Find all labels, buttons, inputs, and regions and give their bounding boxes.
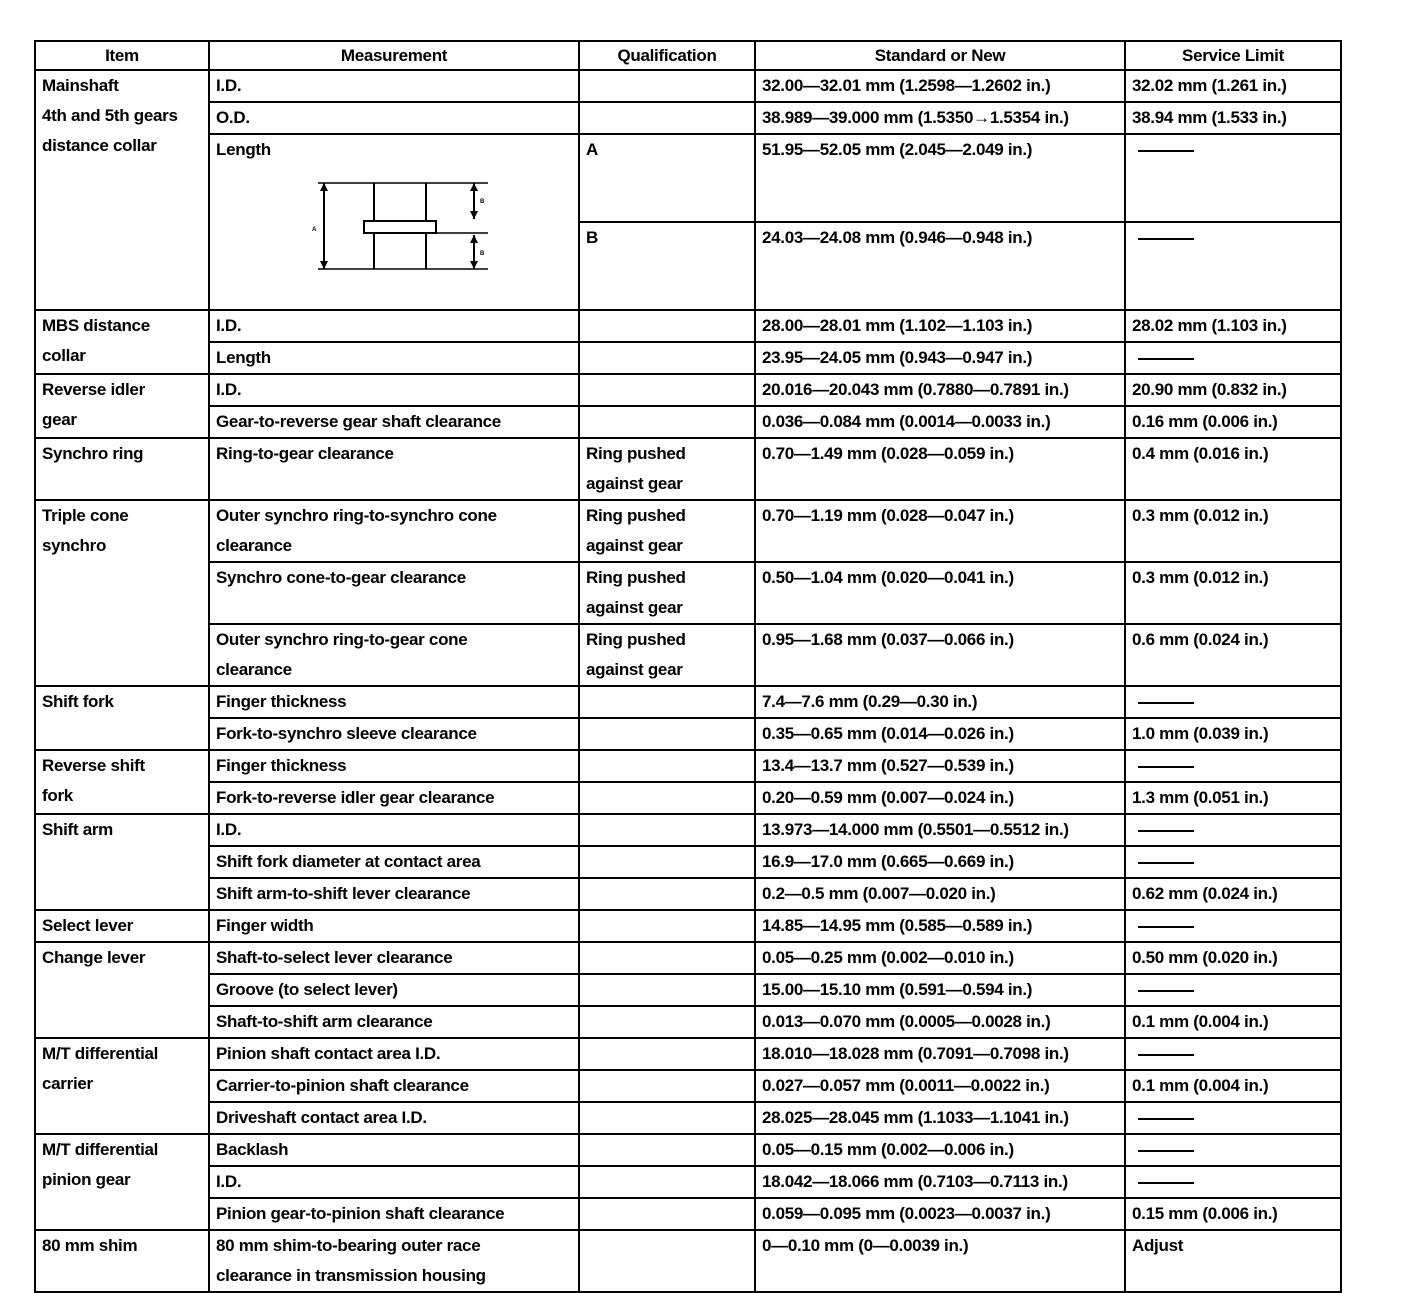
- standard-cell: 0.35—0.65 mm (0.014—0.026 in.): [755, 718, 1125, 750]
- limit-cell: 0.6 mm (0.024 in.): [1125, 624, 1341, 686]
- qualification-cell: [579, 942, 755, 974]
- table-row: [35, 374, 1341, 406]
- limit-cell: 0.1 mm (0.004 in.): [1125, 1006, 1341, 1038]
- standard-cell: 51.95—52.05 mm (2.045—2.049 in.): [755, 134, 1125, 222]
- measurement-cell: Pinion shaft contact area I.D.: [209, 1038, 579, 1070]
- table-row: [35, 718, 1341, 750]
- measurement-length-cell: Length A B B: [209, 134, 579, 310]
- limit-dash: [1138, 358, 1194, 360]
- measurement-cell: Outer synchro ring-to-synchro cone clearance: [209, 500, 579, 562]
- table-row: [35, 134, 1341, 222]
- standard-cell: 23.95—24.05 mm (0.943—0.947 in.): [755, 342, 1125, 374]
- standard-cell: 20.016—20.043 mm (0.7880—0.7891 in.): [755, 374, 1125, 406]
- standard-cell: 0.05—0.25 mm (0.002—0.010 in.): [755, 942, 1125, 974]
- table-row: [35, 878, 1341, 910]
- table-row: [35, 1166, 1341, 1198]
- limit-cell: 0.62 mm (0.024 in.): [1125, 878, 1341, 910]
- table-row: [35, 814, 1341, 846]
- limit-cell: 28.02 mm (1.103 in.): [1125, 310, 1341, 342]
- measurement-cell: Gear-to-reverse gear shaft clearance: [209, 406, 579, 438]
- item-mainshaft: Mainshaft 4th and 5th gears distance collar: [35, 70, 209, 310]
- limit-cell: [1125, 750, 1341, 782]
- table-row: [35, 624, 1341, 686]
- qualification-cell: B: [579, 222, 755, 310]
- standard-cell: 14.85—14.95 mm (0.585—0.589 in.): [755, 910, 1125, 942]
- limit-cell: [1125, 1134, 1341, 1166]
- limit-cell: 0.16 mm (0.006 in.): [1125, 406, 1341, 438]
- measurement-cell: Synchro cone-to-gear clearance: [209, 562, 579, 624]
- table-row: [35, 1198, 1341, 1230]
- standard-cell: 32.00—32.01 mm (1.2598—1.2602 in.): [755, 70, 1125, 102]
- qualification-cell: [579, 1198, 755, 1230]
- limit-cell: [1125, 686, 1341, 718]
- standard-cell: 0.20—0.59 mm (0.007—0.024 in.): [755, 782, 1125, 814]
- header-measurement: Measurement: [209, 41, 579, 70]
- standard-cell: 18.010—18.028 mm (0.7091—0.7098 in.): [755, 1038, 1125, 1070]
- standard-cell: 28.025—28.045 mm (1.1033—1.1041 in.): [755, 1102, 1125, 1134]
- table-row: [35, 70, 1341, 102]
- limit-cell: 1.0 mm (0.039 in.): [1125, 718, 1341, 750]
- limit-cell: [1125, 1166, 1341, 1198]
- qualification-cell: [579, 374, 755, 406]
- measurement-cell: 80 mm shim-to-bearing outer race clearance in transmission housing: [209, 1230, 579, 1292]
- measurement-cell: Backlash: [209, 1134, 579, 1166]
- qualification-cell: [579, 750, 755, 782]
- table-row: [35, 942, 1341, 974]
- item-diff-pinion: M/T differential pinion gear: [35, 1134, 209, 1230]
- standard-cell: 0.2—0.5 mm (0.007—0.020 in.): [755, 878, 1125, 910]
- qualification-cell: [579, 878, 755, 910]
- measurement-cell: Outer synchro ring-to-gear cone clearance: [209, 624, 579, 686]
- table-row: [35, 1102, 1341, 1134]
- measurement-cell: O.D.: [209, 102, 579, 134]
- qualification-cell: Ring pushed against gear: [579, 438, 755, 500]
- measurement-cell: I.D.: [209, 310, 579, 342]
- diagram-label-a: A: [312, 227, 317, 233]
- table-row: [35, 102, 1341, 134]
- limit-cell: [1125, 846, 1341, 878]
- measurement-cell: Pinion gear-to-pinion shaft clearance: [209, 1198, 579, 1230]
- standard-cell: 28.00—28.01 mm (1.102—1.103 in.): [755, 310, 1125, 342]
- limit-dash: [1138, 702, 1194, 704]
- table-row: [35, 1134, 1341, 1166]
- limit-cell: 0.3 mm (0.012 in.): [1125, 562, 1341, 624]
- qualification-cell: [579, 406, 755, 438]
- item-synchro-ring: Synchro ring: [35, 438, 209, 500]
- limit-cell: [1125, 342, 1341, 374]
- standard-cell: 13.4—13.7 mm (0.527—0.539 in.): [755, 750, 1125, 782]
- limit-cell: 0.15 mm (0.006 in.): [1125, 1198, 1341, 1230]
- standard-cell: 0.059—0.095 mm (0.0023—0.0037 in.): [755, 1198, 1125, 1230]
- table-row: [35, 562, 1341, 624]
- qualification-cell: Ring pushed against gear: [579, 500, 755, 562]
- limit-cell: 0.50 mm (0.020 in.): [1125, 942, 1341, 974]
- limit-cell: 0.1 mm (0.004 in.): [1125, 1070, 1341, 1102]
- diagram-label-b-bottom: B: [480, 251, 485, 257]
- table-row: [35, 686, 1341, 718]
- measurement-cell: Fork-to-synchro sleeve clearance: [209, 718, 579, 750]
- header-row: [35, 41, 1341, 70]
- qualification-cell: [579, 718, 755, 750]
- limit-cell: [1125, 814, 1341, 846]
- limit-dash: [1138, 926, 1194, 928]
- measurement-cell: Ring-to-gear clearance: [209, 438, 579, 500]
- limit-dash: [1138, 766, 1194, 768]
- measurement-cell: Groove (to select lever): [209, 974, 579, 1006]
- standard-cell: 7.4—7.6 mm (0.29—0.30 in.): [755, 686, 1125, 718]
- table-row: [35, 846, 1341, 878]
- standard-cell: 38.989—39.000 mm (1.5350→1.5354 in.): [755, 102, 1125, 134]
- limit-dash: [1138, 1150, 1194, 1152]
- table-row: [35, 500, 1341, 562]
- limit-cell: 0.4 mm (0.016 in.): [1125, 438, 1341, 500]
- measurement-cell: I.D.: [209, 374, 579, 406]
- qualification-cell: [579, 846, 755, 878]
- standard-cell: 0.70—1.49 mm (0.028—0.059 in.): [755, 438, 1125, 500]
- limit-cell: [1125, 1102, 1341, 1134]
- measurement-cell: I.D.: [209, 1166, 579, 1198]
- standard-cell: 24.03—24.08 mm (0.946—0.948 in.): [755, 222, 1125, 310]
- qualification-cell: [579, 70, 755, 102]
- item-shift-fork: Shift fork: [35, 686, 209, 750]
- table-row: [35, 1230, 1341, 1292]
- qualification-cell: [579, 974, 755, 1006]
- item-shift-arm: Shift arm: [35, 814, 209, 910]
- limit-cell: 1.3 mm (0.051 in.): [1125, 782, 1341, 814]
- standard-cell: 15.00—15.10 mm (0.591—0.594 in.): [755, 974, 1125, 1006]
- item-triple-cone: Triple cone synchro: [35, 500, 209, 686]
- table-row: [35, 974, 1341, 1006]
- table-row: [35, 1070, 1341, 1102]
- item-mbs: MBS distance collar: [35, 310, 209, 374]
- limit-dash: [1138, 1118, 1194, 1120]
- qualification-cell: [579, 342, 755, 374]
- qualification-cell: [579, 1038, 755, 1070]
- limit-cell: 20.90 mm (0.832 in.): [1125, 374, 1341, 406]
- measurement-cell: Length: [209, 342, 579, 374]
- standard-cell: 13.973—14.000 mm (0.5501—0.5512 in.): [755, 814, 1125, 846]
- header-service-limit: Service Limit: [1125, 41, 1341, 70]
- standard-cell: 16.9—17.0 mm (0.665—0.669 in.): [755, 846, 1125, 878]
- item-diff-carrier: M/T differential carrier: [35, 1038, 209, 1134]
- qualification-cell: A: [579, 134, 755, 222]
- limit-cell: [1125, 1038, 1341, 1070]
- limit-cell: 32.02 mm (1.261 in.): [1125, 70, 1341, 102]
- qualification-cell: Ring pushed against gear: [579, 624, 755, 686]
- qualification-cell: [579, 102, 755, 134]
- qualification-cell: [579, 686, 755, 718]
- measurement-cell: Carrier-to-pinion shaft clearance: [209, 1070, 579, 1102]
- limit-dash: [1138, 990, 1194, 992]
- qualification-cell: [579, 1166, 755, 1198]
- table-row: [35, 342, 1341, 374]
- qualification-cell: [579, 782, 755, 814]
- measurement-cell: Driveshaft contact area I.D.: [209, 1102, 579, 1134]
- header-standard: Standard or New: [755, 41, 1125, 70]
- qualification-cell: [579, 1006, 755, 1038]
- qualification-cell: [579, 910, 755, 942]
- measurement-cell: I.D.: [209, 814, 579, 846]
- table-row: [35, 1006, 1341, 1038]
- standard-cell: 0.05—0.15 mm (0.002—0.006 in.): [755, 1134, 1125, 1166]
- limit-dash: [1138, 238, 1194, 240]
- standard-cell: 0.50—1.04 mm (0.020—0.041 in.): [755, 562, 1125, 624]
- measurement-cell: Finger thickness: [209, 686, 579, 718]
- measurement-cell: I.D.: [209, 70, 579, 102]
- qualification-cell: [579, 1070, 755, 1102]
- table-row: [35, 438, 1341, 500]
- item-select-lever: Select lever: [35, 910, 209, 942]
- standard-cell: 0.70—1.19 mm (0.028—0.047 in.): [755, 500, 1125, 562]
- diagram-label-b-top: B: [480, 199, 485, 205]
- measurement-cell: Finger thickness: [209, 750, 579, 782]
- qualification-cell: [579, 1230, 755, 1292]
- limit-cell: [1125, 134, 1341, 222]
- table-row: [35, 1038, 1341, 1070]
- limit-dash: [1138, 150, 1194, 152]
- table-row: [35, 750, 1341, 782]
- limit-cell: [1125, 222, 1341, 310]
- limit-cell: 0.3 mm (0.012 in.): [1125, 500, 1341, 562]
- item-reverse-idler: Reverse idler gear: [35, 374, 209, 438]
- standard-cell: 0.013—0.070 mm (0.0005—0.0028 in.): [755, 1006, 1125, 1038]
- measurement-cell: Fork-to-reverse idler gear clearance: [209, 782, 579, 814]
- qualification-cell: [579, 1102, 755, 1134]
- limit-dash: [1138, 1182, 1194, 1184]
- measurement-cell: Shift arm-to-shift lever clearance: [209, 878, 579, 910]
- measurement-cell: Shaft-to-select lever clearance: [209, 942, 579, 974]
- header-item: Item: [35, 41, 209, 70]
- standard-cell: 0.036—0.084 mm (0.0014—0.0033 in.): [755, 406, 1125, 438]
- qualification-cell: Ring pushed against gear: [579, 562, 755, 624]
- measurement-cell: Finger width: [209, 910, 579, 942]
- limit-dash: [1138, 830, 1194, 832]
- qualification-cell: [579, 1134, 755, 1166]
- qualification-cell: [579, 814, 755, 846]
- header-qualification: Qualification: [579, 41, 755, 70]
- limit-cell: [1125, 974, 1341, 1006]
- item-change-lever: Change lever: [35, 942, 209, 1038]
- measurement-cell: Shift fork diameter at contact area: [209, 846, 579, 878]
- standard-cell: 18.042—18.066 mm (0.7103—0.7113 in.): [755, 1166, 1125, 1198]
- standard-cell: 0.95—1.68 mm (0.037—0.066 in.): [755, 624, 1125, 686]
- item-shim: 80 mm shim: [35, 1230, 209, 1292]
- measurement-cell: Shaft-to-shift arm clearance: [209, 1006, 579, 1038]
- table-row: [35, 782, 1341, 814]
- item-reverse-shift-fork: Reverse shift fork: [35, 750, 209, 814]
- standard-cell: 0.027—0.057 mm (0.0011—0.0022 in.): [755, 1070, 1125, 1102]
- table-row: [35, 910, 1341, 942]
- limit-cell: Adjust: [1125, 1230, 1341, 1292]
- limit-dash: [1138, 1054, 1194, 1056]
- limit-cell: 38.94 mm (1.533 in.): [1125, 102, 1341, 134]
- collar-diagram: [312, 179, 492, 275]
- standard-cell: 0—0.10 mm (0—0.0039 in.): [755, 1230, 1125, 1292]
- limit-cell: [1125, 910, 1341, 942]
- table-row: [35, 310, 1341, 342]
- limit-dash: [1138, 862, 1194, 864]
- table-row: [35, 406, 1341, 438]
- qualification-cell: [579, 310, 755, 342]
- spec-table: [34, 40, 1342, 1293]
